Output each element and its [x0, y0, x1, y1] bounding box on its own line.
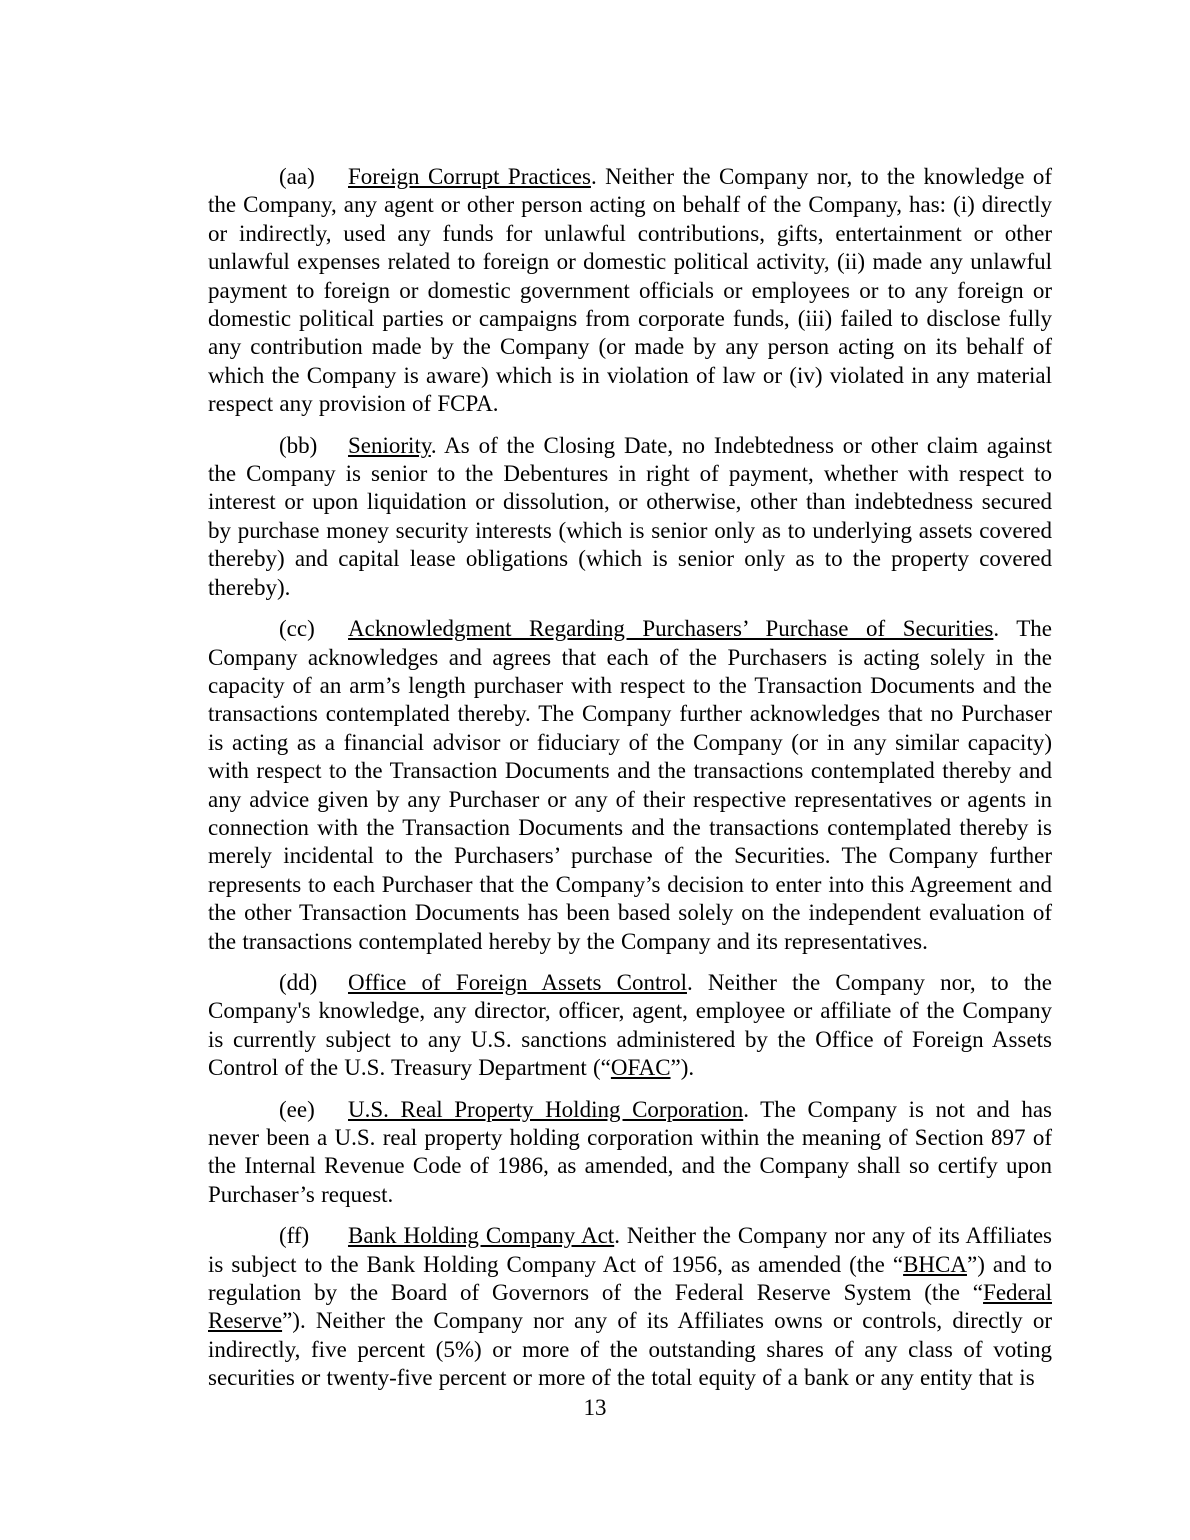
paragraph-text: . Neither the Company nor, to the Company's knowledge, any director, officer, agent, employee or affiliate of the Company is currently subject to any U.S. sanctions administered by the Office of Foreign Assets Control of the U.S. Treasury Department (“: [208, 969, 1052, 1081]
paragraph-cc: [208, 615, 1052, 956]
paragraph-label: (ee): [279, 1096, 315, 1122]
paragraph-ee: [208, 1096, 1052, 1210]
paragraph-text: . Neither the Company nor any of its Affiliates is subject to the Bank Holding Company Act of 1956, as amended (the “: [208, 1223, 1052, 1277]
paragraph-label: (aa): [279, 164, 315, 189]
paragraph-text: ”). Neither the Company nor any of its Affiliates owns or controls, directly or indirectly, five percent (5%) or more of the outstanding shares of any class of voting securities or twenty-five percent or more of the total equity of a bank or any entity that is: [208, 1308, 1052, 1391]
paragraph-label: (ff): [279, 1223, 310, 1249]
paragraph-text: ”).: [670, 1055, 695, 1081]
paragraph-text: . Neither the Company nor, to the knowledge of the Company, any agent or other person acting on behalf of the Company, has: (i) directly or indirectly, used any funds for unlawful contributions, gifts, entertainment or other unlawful expenses related to foreign or domestic political activity, (ii) made any unlawful payment to foreign or domestic government officials or employees or to any foreign or domestic political parties or campaigns from corporate funds, (iii) failed to disclose fully any contribution made by the Company (or made by any person acting on its behalf of which the Company is aware) which is in violation of law or (iv) violated in any material respect any provision of FCPA.: [208, 164, 1052, 417]
paragraph-text: . The Company acknowledges and agrees that each of the Purchasers is acting solely in the capacity of an arm’s length purchaser with respect to the Transaction Documents and the transactions contemplated thereby. The Company further acknowledges that no Purchaser is acting as a financial advisor or fiduciary of the Company (or in any similar capacity) with respect to the Transaction Documents and the transactions contemplated thereby and any advice given by any Purchaser or any of their respective representatives or agents in connection with the Transaction Documents and the transactions contemplated thereby is merely incidental to the Purchasers’ purchase of the Securities. The Company further represents to each Purchaser that the Company’s decision to enter into this Agreement and the other Transaction Documents has been based solely on the independent evaluation of the transactions contemplated hereby by the Company and its representatives.: [208, 616, 1053, 954]
paragraph-bb: [208, 432, 1052, 602]
paragraph-label: (dd): [279, 969, 318, 995]
defined-term: OFAC: [610, 1055, 671, 1081]
paragraph-heading: Office of Foreign Assets Control: [348, 969, 687, 995]
defined-term: BHCA: [903, 1251, 967, 1277]
paragraph-heading: Bank Holding Company Act: [348, 1223, 615, 1249]
defined-term: Federal Reserve: [208, 1280, 1052, 1334]
paragraph-heading: Acknowledgment Regarding Purchasers’ Purchase of Securities: [348, 616, 994, 642]
paragraph-text: . The Company is not and has never been a U.S. real property holding corporation within the meaning of Section 897 of the Internal Revenue Code of 1986, as amended, and the Company shall so certify upon Purchaser’s request.: [208, 1096, 1053, 1207]
paragraph-heading: U.S. Real Property Holding Corporation: [348, 1096, 744, 1122]
paragraph-aa: [208, 163, 1052, 419]
paragraph-heading: Foreign Corrupt Practices: [348, 164, 591, 189]
paragraph-dd: [208, 969, 1052, 1083]
paragraph-ff: [208, 1222, 1052, 1392]
paragraph-heading: Seniority: [348, 432, 431, 458]
paragraph-label: (cc): [279, 616, 315, 642]
page-number: 13: [583, 1395, 607, 1420]
paragraph-label: (bb): [279, 432, 318, 458]
paragraph-text: . As of the Closing Date, no Indebtedness or other claim against the Company is senior to the Debentures in right of payment, whether with respect to interest or upon liquidation or dissolution, or otherwise, other than indebtedness secured by purchase money security interests (which is senior only as to underlying assets covered thereby) and capital lease obligations (which is senior only as to the property covered thereby).: [208, 432, 1052, 600]
paragraph-text: ”) and to regulation by the Board of Governors of the Federal Reserve System (the “: [208, 1251, 1052, 1306]
document-body: [208, 163, 1052, 1406]
